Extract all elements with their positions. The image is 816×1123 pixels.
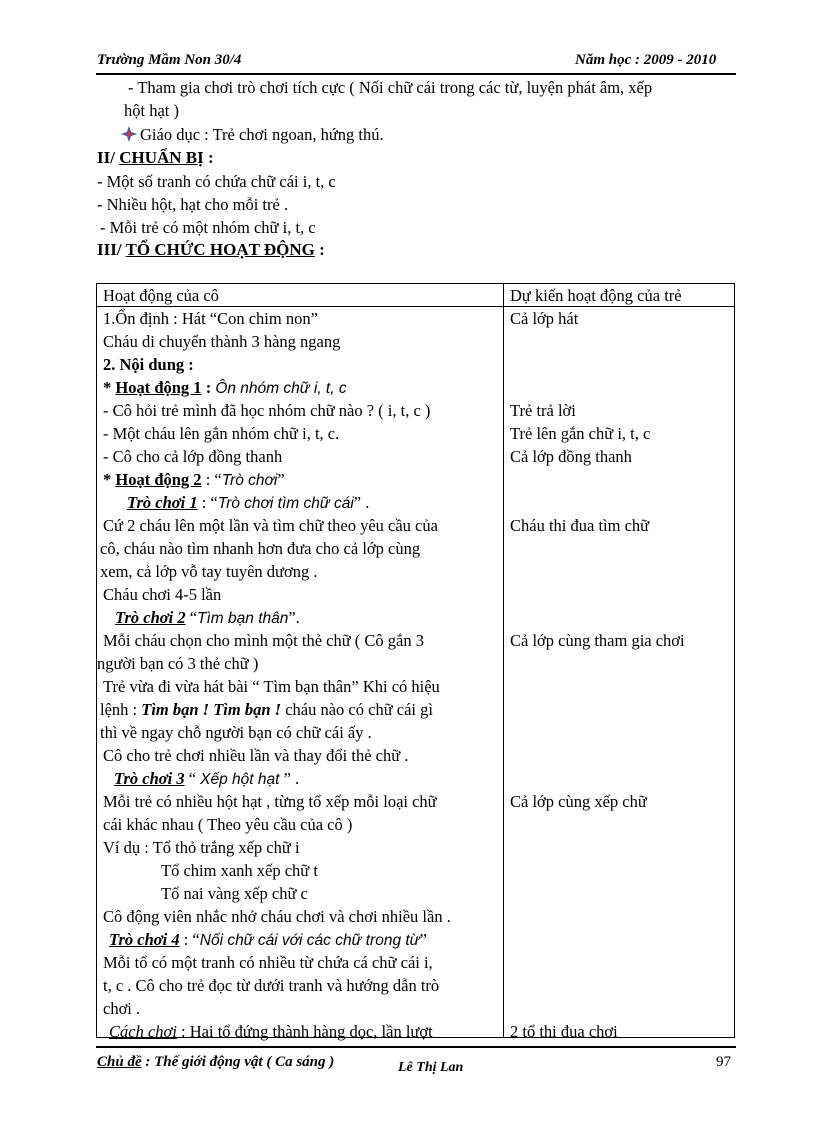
game-4-line-1: Mỗi tổ có một tranh có nhiều từ chứa cá chữ cái i,	[103, 953, 433, 972]
game-3-line-2: cái khác nhau ( Theo yêu cầu của cô )	[103, 815, 353, 834]
topic-text: : Thế giới động vật ( Ca sáng )	[141, 1054, 335, 1070]
prep-item-1: - Một số tranh có chứa chữ cái i, t, c	[97, 172, 336, 191]
game-4-rules: Cách chơi : Hai tổ đứng thành hàng dọc, lần lượt	[109, 1022, 433, 1041]
game-2-line-4: lệnh : Tìm bạn ! Tìm bạn ! cháu nào có chữ cái gì	[100, 700, 433, 719]
game-1-line-4: Cháu chơi 4-5 lần	[103, 585, 222, 604]
school-name: Trường Mầm Non 30/4	[97, 52, 242, 68]
section-3-heading	[97, 240, 325, 260]
activity-2-heading: * Hoạt động 2 : “Trò chơi”	[103, 470, 285, 489]
section-2-colon: :	[208, 148, 214, 167]
section-2-number: II/	[97, 148, 115, 167]
game-2-heading: Trò chơi 2 “Tìm bạn thân”.	[115, 608, 300, 627]
game-1-line-2: cô, cháu nào tìm nhanh hơn đưa cho cả lớp cùng	[100, 539, 421, 558]
topic-label: Chủ đề	[97, 1054, 142, 1070]
line-ask: - Cô hỏi trẻ mình đã học nhóm chữ nào ? ( i, t, c )	[103, 401, 431, 420]
game-4-line-2: t, c . Cô cho trẻ đọc từ dưới tranh và hướng dẫn trò	[103, 976, 440, 995]
game-2-line-5: thì về ngay chỗ người bạn có chữ cái ấy .	[100, 723, 372, 742]
line-attach: - Một cháu lên gắn nhóm chữ i, t, c.	[103, 424, 340, 443]
prep-item-3: - Mỗi trẻ có một nhóm chữ i, t, c	[100, 218, 316, 237]
diamond-bullet-icon	[121, 126, 137, 142]
child-team-play: 2 tổ thi đua chơi	[510, 1022, 618, 1041]
game-3-heading: Trò chơi 3 “ Xếp hột hạt ” .	[114, 769, 300, 788]
child-arrange: Cả lớp cùng xếp chữ	[510, 792, 647, 811]
school-year: Năm học : 2009 - 2010	[575, 52, 717, 68]
page-number: 97	[716, 1054, 731, 1070]
game-3-line-4: Tổ chim xanh xếp chữ t	[161, 861, 318, 880]
education-text: Giáo dục : Trẻ chơi ngoan, hứng thú.	[140, 125, 384, 144]
footer-topic	[97, 1054, 334, 1071]
section-3-number: III/	[97, 240, 122, 259]
section-2-title: CHUẨN BỊ	[119, 148, 204, 167]
section-3-title: TỔ CHỨC HOẠT ĐỘNG	[125, 240, 315, 259]
line-greeting: 1.Ổn định : Hát “Con chim non”	[103, 309, 318, 328]
activity-1-heading: * Hoạt động 1 : Ôn nhóm chữ i, t, c	[103, 378, 347, 397]
game-2-line-1: Mỗi cháu chọn cho mình một thẻ chữ ( Cô gắn 3	[103, 631, 425, 650]
child-attach: Trẻ lên gắn chữ i, t, c	[510, 424, 651, 443]
game-2-line-3: Trẻ vừa đi vừa hát bài “ Tìm bạn thân” Khi có hiệu	[103, 677, 440, 696]
game-1-heading: Trò chơi 1 : “Trò chơi tìm chữ cái” .	[127, 493, 370, 512]
activity-table	[96, 283, 735, 1041]
game-4-heading: Trò chơi 4 : “Nối chữ cái với các chữ trong từ”	[109, 930, 427, 949]
game-2-line-6: Cô cho trẻ chơi nhiều lần và thay đổi thẻ chữ .	[103, 746, 409, 765]
game-3-line-6: Cô động viên nhắc nhở cháu chơi và chơi nhiều lần .	[103, 907, 451, 926]
child-compete: Cháu thi đua tìm chữ	[510, 516, 650, 535]
game-1-line-1: Cứ 2 cháu lên một lần và tìm chữ theo yêu cầu của	[103, 516, 438, 535]
game-3-line-1: Mỗi trẻ có nhiều hột hạt , từng tổ xếp mỗi loại chữ	[103, 792, 437, 811]
author-signature: Lê Thị Lan	[398, 1060, 464, 1075]
prep-item-2: - Nhiều hột, hạt cho mỗi trẻ .	[97, 195, 289, 214]
child-activities-cell	[504, 307, 735, 1041]
section-2-heading	[97, 148, 214, 168]
line-content-heading: 2. Nội dung :	[103, 355, 194, 374]
header-rule	[96, 73, 736, 75]
teacher-column-header: Hoạt động của cô	[97, 284, 504, 307]
child-answer: Trẻ trả lời	[510, 401, 576, 420]
teacher-activities-cell	[97, 307, 504, 1041]
game-4-line-3: chơi .	[103, 999, 141, 1018]
child-join: Cả lớp cùng tham gia chơi	[510, 631, 685, 650]
objective-line-1: - Tham gia chơi trò chơi tích cực ( Nối chữ cái trong các từ, luyện phát âm, xếp	[128, 78, 653, 97]
game-2-line-2: người bạn có 3 thẻ chữ )	[97, 654, 259, 673]
game-3-line-5: Tổ nai vàng xếp chữ c	[161, 884, 308, 903]
game-3-line-3: Ví dụ : Tổ thỏ trắng xếp chữ i	[103, 838, 300, 857]
education-line	[121, 124, 384, 147]
child-chorus: Cả lớp đồng thanh	[510, 447, 632, 466]
line-chorus: - Cô cho cả lớp đồng thanh	[103, 447, 283, 466]
child-sing: Cả lớp hát	[510, 309, 579, 328]
game-1-line-3: xem, cả lớp vỗ tay tuyên dương .	[100, 562, 318, 581]
objective-line-2: hột hạt )	[124, 101, 179, 120]
child-column-header: Dự kiến hoạt động của trẻ	[504, 284, 735, 307]
footer-rule	[96, 1046, 736, 1048]
line-move: Cháu di chuyển thành 3 hàng ngang	[103, 332, 341, 351]
section-3-colon: :	[319, 240, 325, 259]
